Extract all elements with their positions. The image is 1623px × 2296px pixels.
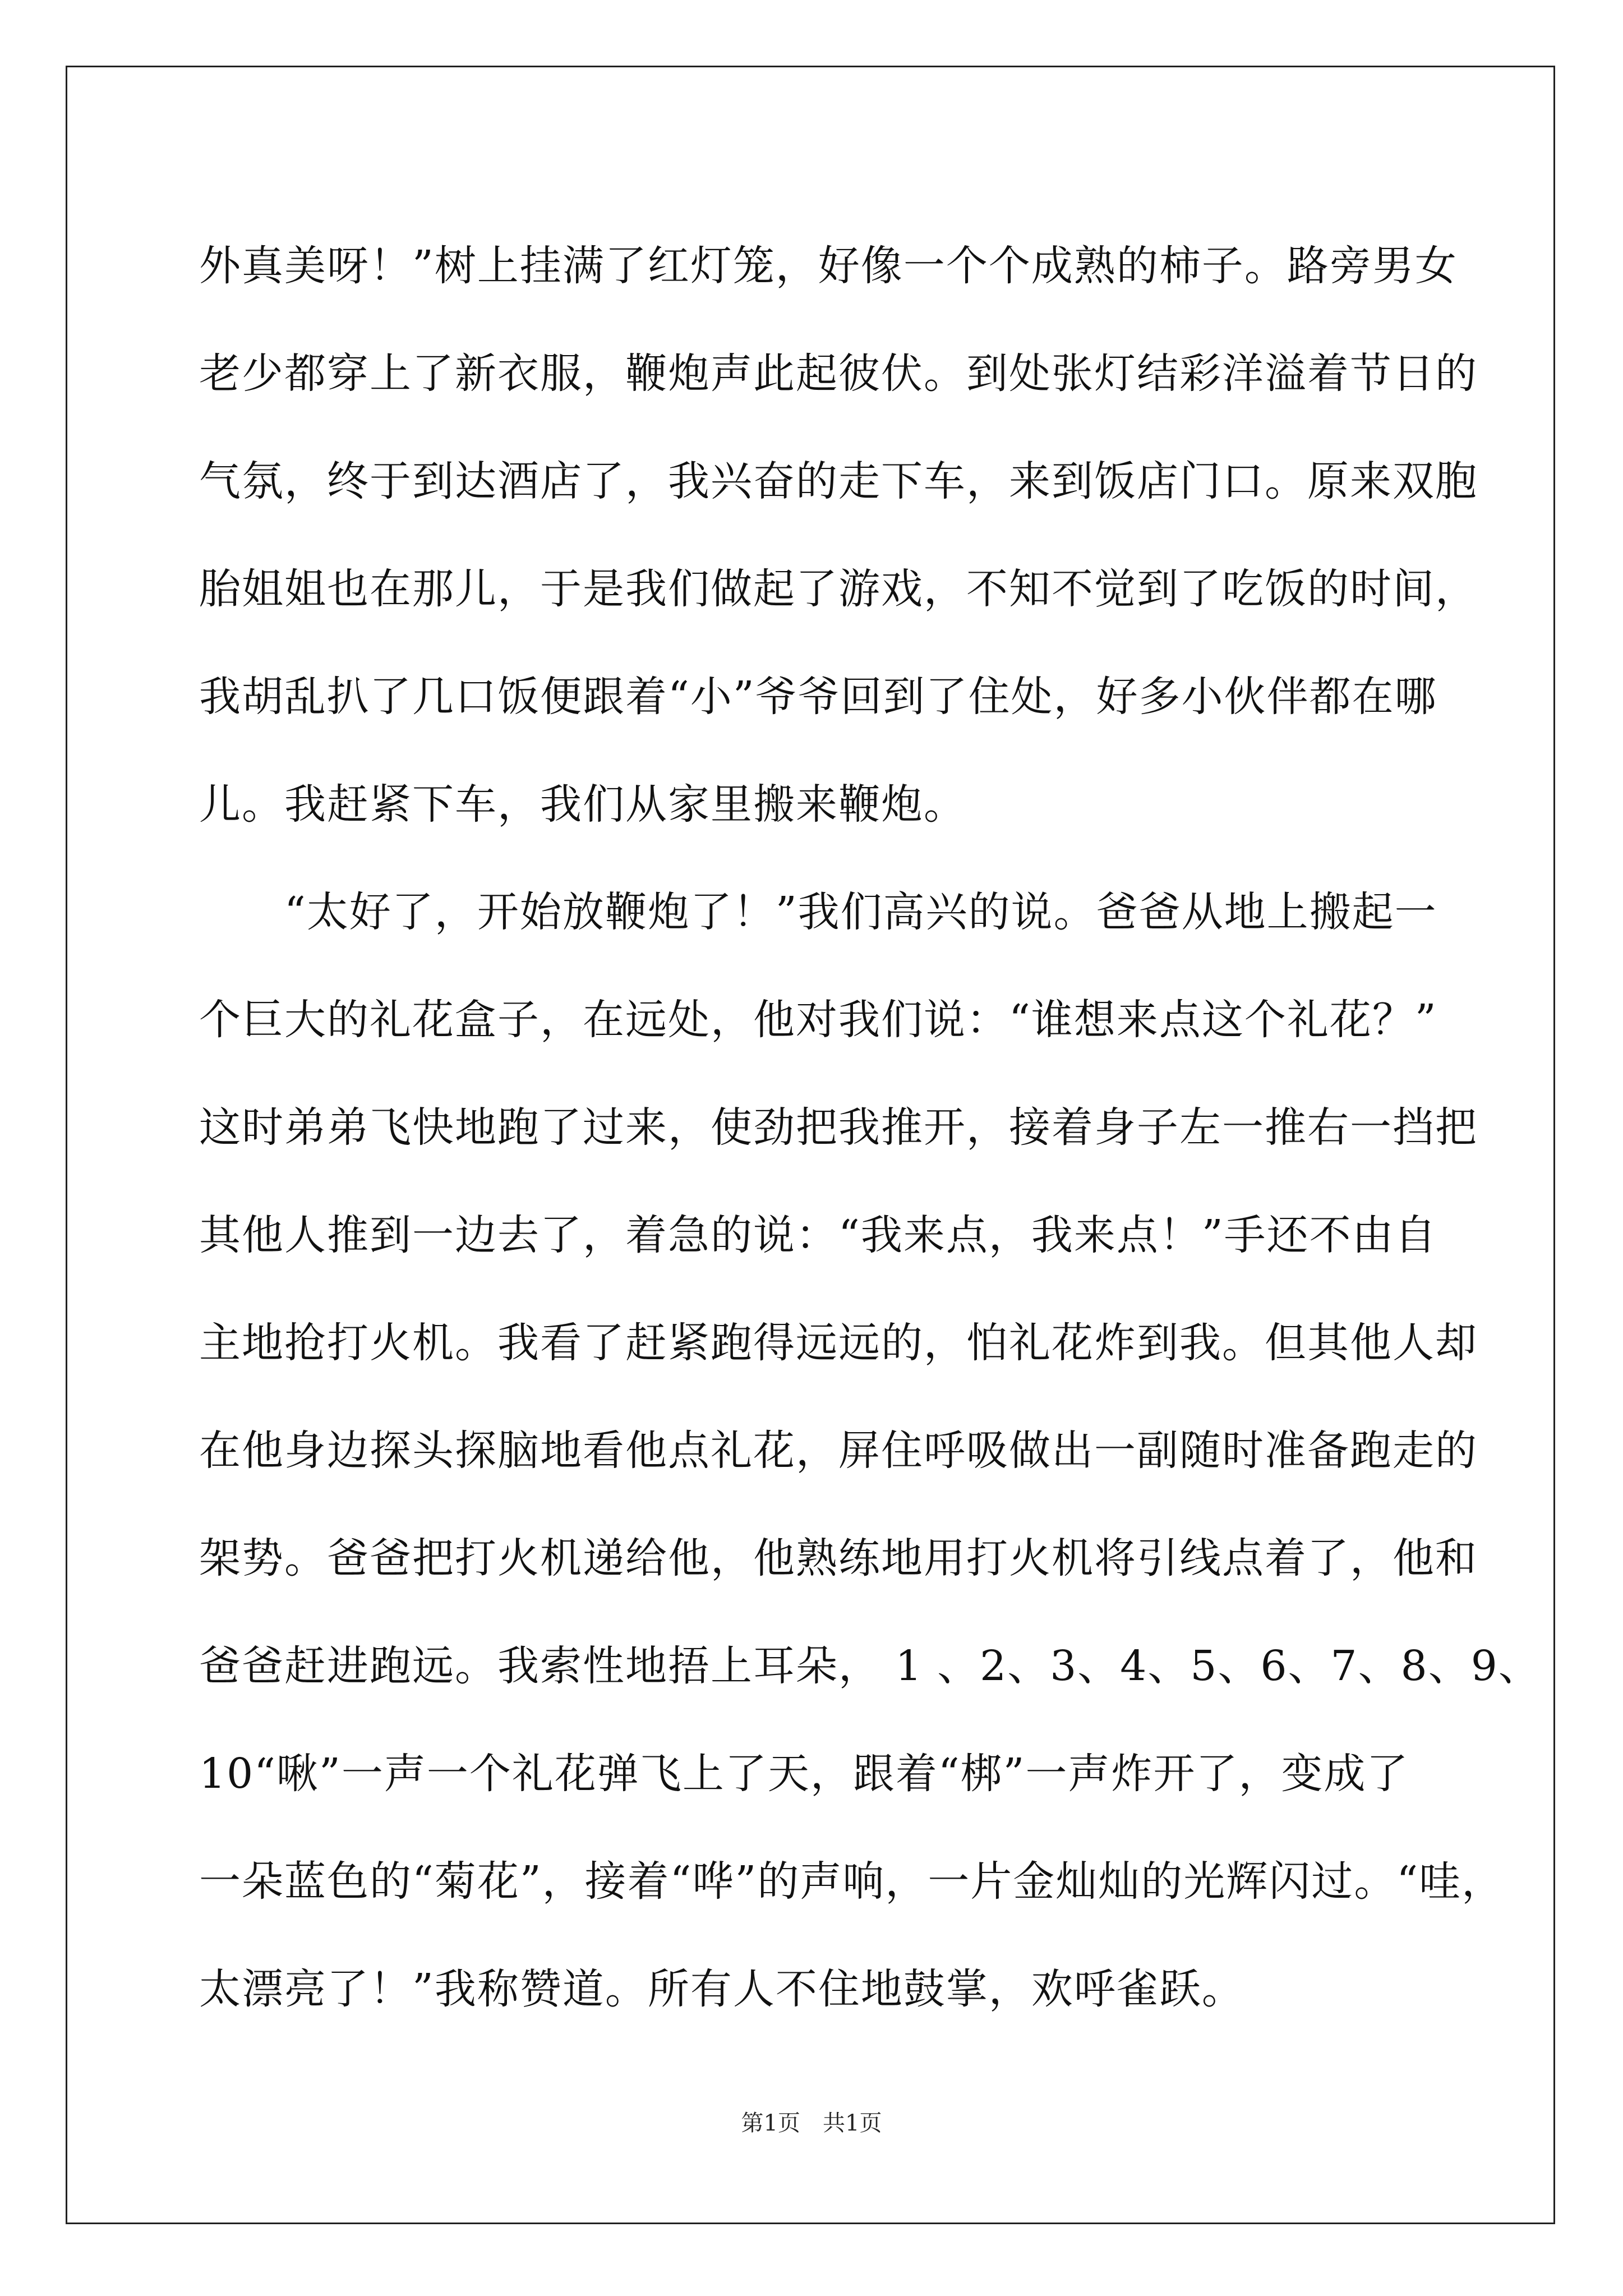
text-line: 一朵蓝色的“菊花”，接着“哗”的声响，一片金灿灿的光辉闪过。“哇， — [199, 1857, 1505, 1906]
text-line: 其他人推到一边去了，着急的说：“我来点，我来点！”手还不由自 — [199, 1211, 1437, 1259]
document-body — [199, 212, 1541, 2043]
text-line: 我胡乱扒了几口饭便跟着“小”爷爷回到了住处，好多小伙伴都在哪 — [199, 673, 1437, 721]
text-line: 太漂亮了！”我称赞道。所有人不住地鼓掌，欢呼雀跃。 — [199, 1965, 1244, 2013]
text-line: 个巨大的礼花盒子，在远处，他对我们说：“谁想来点这个礼花？” — [199, 996, 1437, 1044]
text-line: 胎姐姐也在那儿，于是我们做起了游戏，不知不觉到了吃饭的时间， — [199, 565, 1478, 613]
text-line: 儿。我赶紧下车，我们从家里搬来鞭炮。 — [199, 780, 966, 829]
text-line: 10“啾”一声一个礼花弹飞上了天，跟着“梆”一声炸开了，变成了 — [199, 1750, 1409, 1798]
page-number: 第1页 共1页 — [741, 2110, 882, 2136]
text-line: 在他身边探头探脑地看他点礼花，屏住呼吸做出一副随时准备跑走的 — [199, 1427, 1478, 1475]
text-line: 这时弟弟飞快地跑了过来，使劲把我推开，接着身子左一推右一挡把 — [199, 1103, 1478, 1152]
text-line: 主地抢打火机。我看了赶紧跑得远远的，怕礼花炸到我。但其他人却 — [199, 1319, 1478, 1367]
text-line: 老少都穿上了新衣服，鞭炮声此起彼伏。到处张灯结彩洋溢着节日的 — [199, 349, 1478, 398]
text-line: 气氛，终于到达酒店了，我兴奋的走下车，来到饭店门口。原来双胞 — [199, 457, 1478, 505]
text-line: 外真美呀！”树上挂满了红灯笼，好像一个个成熟的柿子。路旁男女 — [199, 242, 1458, 290]
text-line: 爸爸赶进跑远。我索性地捂上耳朵， 1 、2、3、4、5、6、7、8、9、 — [199, 1642, 1541, 1690]
text-line: 架势。爸爸把打火机递给他，他熟练地用打火机将引线点着了，他和 — [199, 1534, 1478, 1582]
text-line-indented: “太好了，开始放鞭炮了！”我们高兴的说。爸爸从地上搬起一 — [284, 888, 1437, 936]
